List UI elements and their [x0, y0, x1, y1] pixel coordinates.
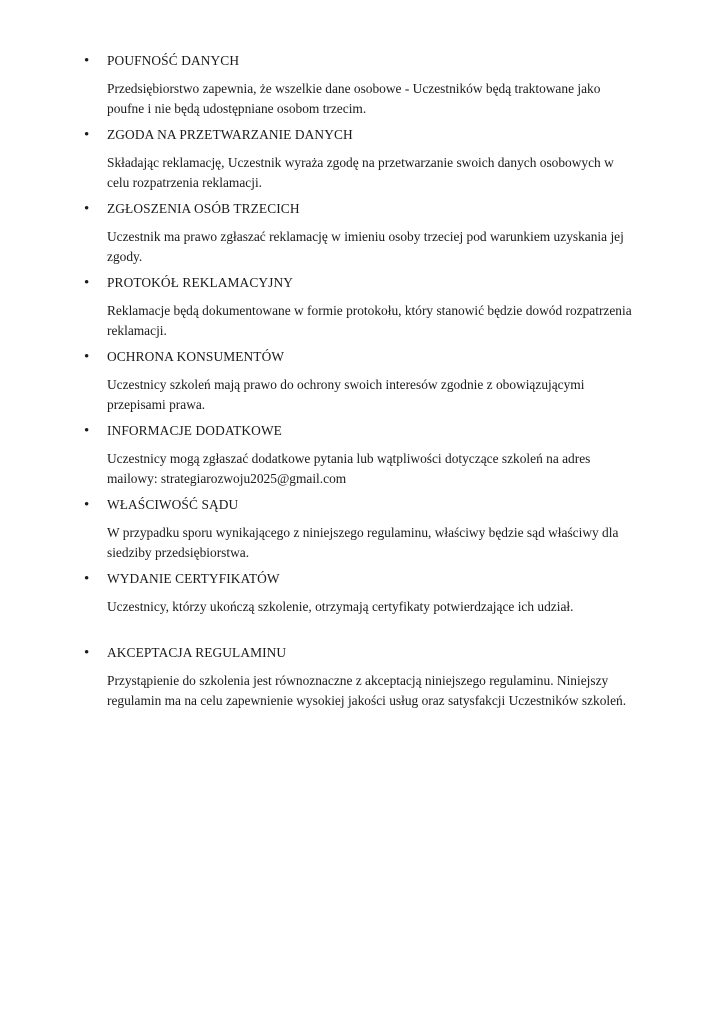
section-text: Uczestnicy mogą zgłaszać dodatkowe pytania lub wątpliwości dotyczące szkoleń na adres mailowy: strategiarozwoju2025@gmail.com: [107, 451, 591, 486]
section-heading: WYDANIE CERTYFIKATÓW: [107, 571, 280, 586]
section-text: W przypadku sporu wynikającego z niniejszego regulaminu, właściwy będzie sąd właściwy dla siedziby przedsiębiorstwa.: [107, 525, 619, 560]
section-heading: PROTOKÓŁ REKLAMACYJNY: [107, 275, 293, 290]
section-certificates: [0, 570, 724, 644]
section-heading: POUFNOŚĆ DANYCH: [107, 53, 240, 68]
section-text: Uczestnicy szkoleń mają prawo do ochrony swoich interesów zgodnie z obowiązującymi przepisami prawa.: [107, 377, 585, 412]
section-heading: AKCEPTACJA REGULAMINU: [107, 645, 287, 660]
bullet-icon: •: [84, 275, 90, 291]
bullet-icon: •: [84, 201, 90, 217]
section-heading-row: [0, 422, 724, 440]
section-text: Przystąpienie do szkolenia jest równoznaczne z akceptacją niniejszego regulaminu. Niniejszy regulamin ma na celu zapewnienie wysokiej jakości usług oraz satysfakcji Uczestników szkoleń.: [107, 673, 627, 708]
section-heading-row: [0, 52, 724, 70]
bullet-icon: •: [84, 497, 90, 513]
section-heading: INFORMACJE DODATKOWE: [107, 423, 282, 438]
bullet-icon: •: [84, 423, 90, 439]
section-heading: ZGODA NA PRZETWARZANIE DANYCH: [107, 127, 353, 142]
section-court-jurisdiction: [0, 496, 724, 570]
section-data-confidentiality: [0, 52, 724, 126]
section-additional-info: [0, 422, 724, 496]
bullet-icon: •: [84, 571, 90, 587]
section-data-processing-consent: [0, 126, 724, 200]
section-text: Przedsiębiorstwo zapewnia, że wszelkie dane osobowe - Uczestników będą traktowane jako poufne i nie będą udostępniane osobom trzecim.: [107, 81, 601, 116]
section-heading: WŁAŚCIWOŚĆ SĄDU: [107, 497, 239, 512]
section-heading-row: [0, 126, 724, 144]
section-heading: OCHRONA KONSUMENTÓW: [107, 349, 285, 364]
section-consumer-protection: [0, 348, 724, 422]
section-heading-row: [0, 644, 724, 662]
section-text: Uczestnicy, którzy ukończą szkolenie, otrzymają certyfikaty potwierdzające ich udział.: [107, 599, 574, 614]
section-text: Składając reklamację, Uczestnik wyraża zgodę na przetwarzanie swoich danych osobowych w celu rozpatrzenia reklamacji.: [107, 155, 614, 190]
section-heading: ZGŁOSZENIA OSÓB TRZECICH: [107, 201, 300, 216]
section-heading-row: [0, 496, 724, 514]
bullet-icon: •: [84, 349, 90, 365]
section-third-party-claims: [0, 200, 724, 274]
section-complaint-protocol: [0, 274, 724, 348]
bullet-icon: •: [84, 127, 90, 143]
bullet-icon: •: [84, 53, 90, 69]
section-heading-row: [0, 274, 724, 292]
section-heading-row: [0, 570, 724, 588]
section-heading-row: [0, 348, 724, 366]
section-text: Uczestnik ma prawo zgłaszać reklamację w imieniu osoby trzeciej pod warunkiem uzyskania jej zgody.: [107, 229, 624, 264]
section-heading-row: [0, 200, 724, 218]
section-regulations-acceptance: [0, 644, 724, 718]
section-text: Reklamacje będą dokumentowane w formie protokołu, który stanowić będzie dowód rozpatrzenia reklamacji.: [107, 303, 632, 338]
regulations-list: [0, 52, 724, 718]
bullet-icon: •: [84, 645, 90, 661]
